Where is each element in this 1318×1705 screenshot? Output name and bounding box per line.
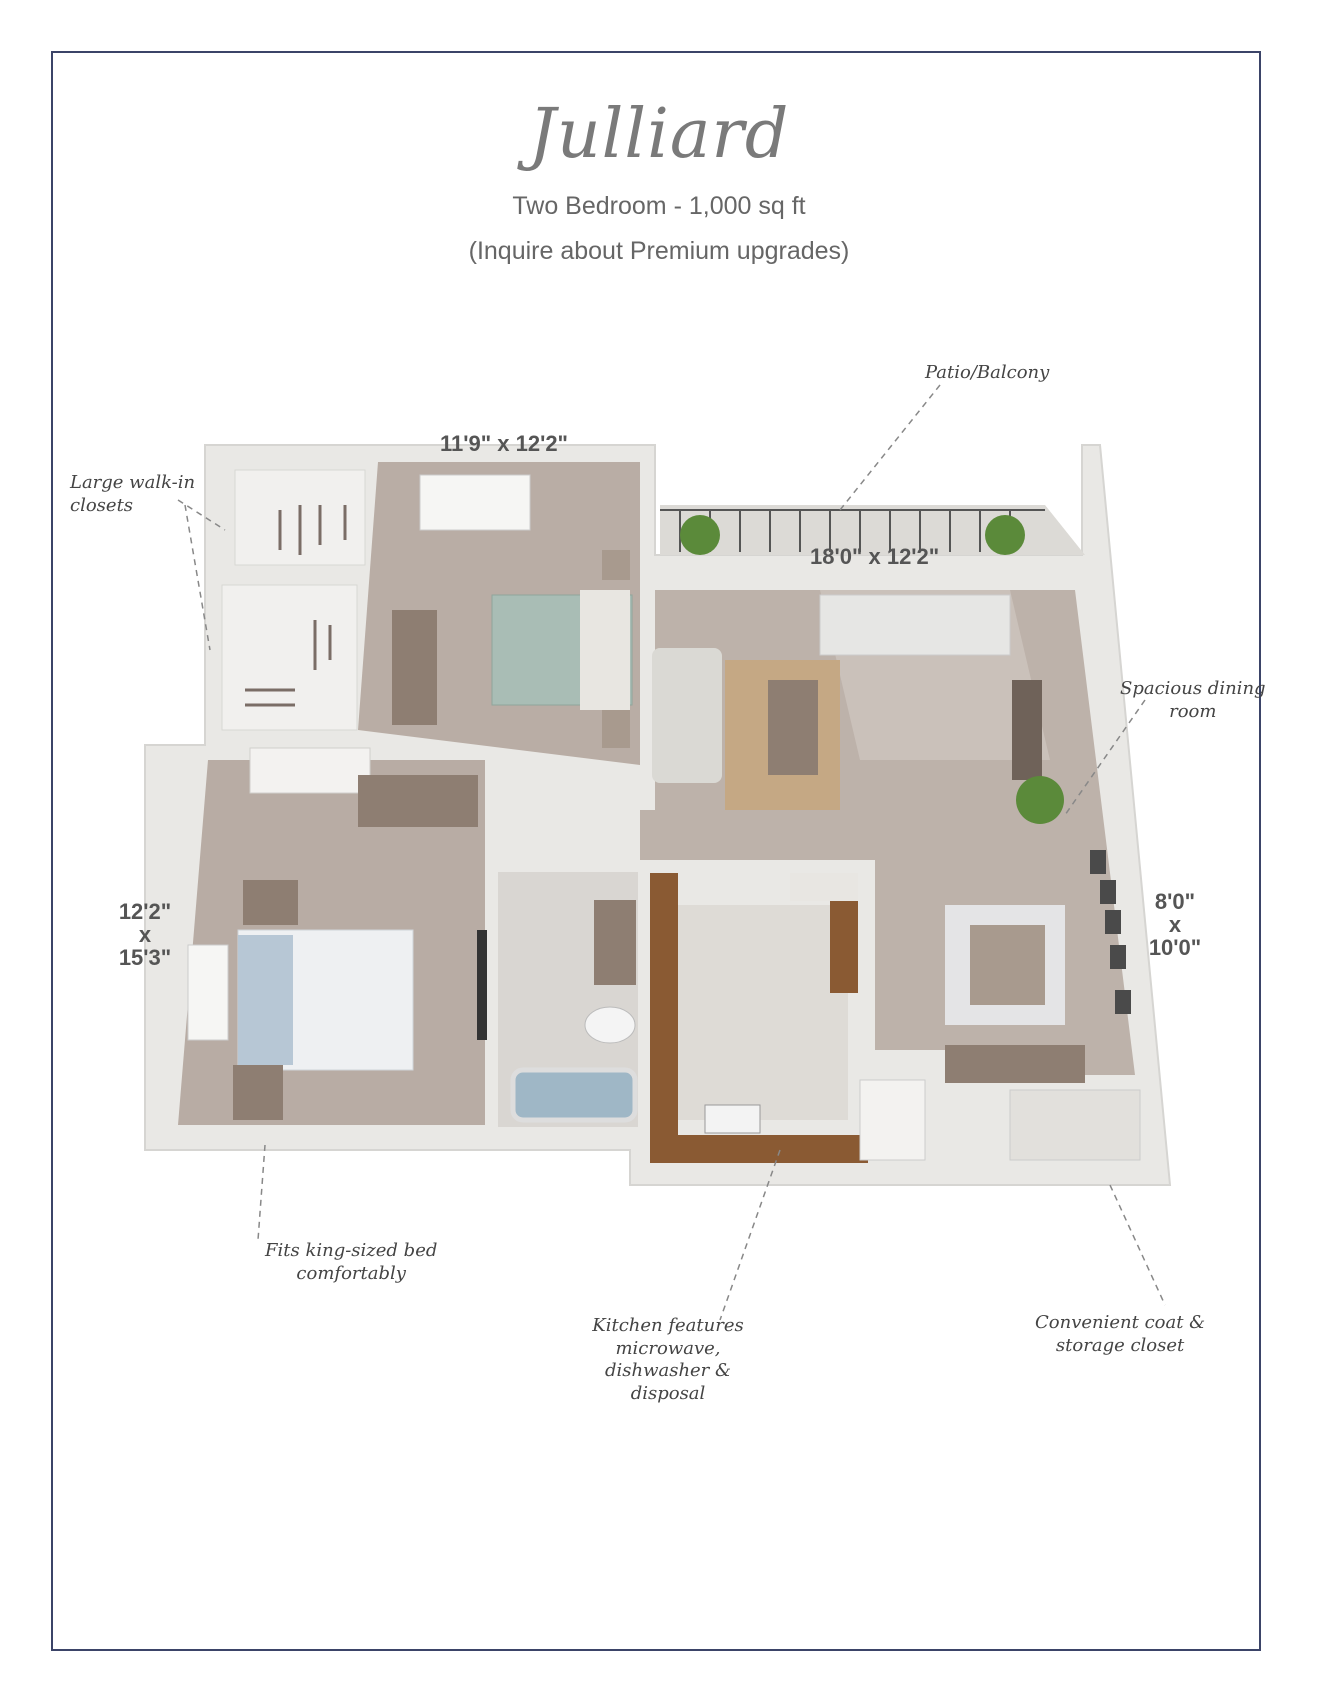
plan-subtitle: Two Bedroom - 1,000 sq ft [512, 192, 806, 220]
dim-dining-width: 8'0" [1154, 889, 1196, 914]
balcony-plant-left [680, 515, 720, 555]
toilet [585, 1007, 635, 1043]
dim-master-height: 15'3" [118, 945, 172, 971]
master-closet-doors [250, 748, 370, 793]
living-plant [1016, 776, 1064, 824]
plan-title: Julliard [528, 95, 790, 174]
plan-note: (Inquire about Premium upgrades) [468, 237, 850, 265]
callout-dining-line-1: Spacious dining [1120, 678, 1266, 699]
kitchen-counter-bottom [650, 1135, 868, 1163]
callout-closets-line-1: Large walk-in [70, 472, 196, 493]
callout-dining [1120, 678, 1266, 723]
refrigerator [860, 1080, 925, 1160]
callout-kitchen-line-1: Kitchen features [592, 1315, 744, 1336]
callout-bed-line-1: Fits king-sized bed [265, 1240, 438, 1261]
dim-master-width: 12'2" [118, 899, 172, 924]
balcony-plant-right [985, 515, 1025, 555]
patio-door [820, 595, 1010, 655]
dim-bedroom-2: 11'9" x 12'2" [440, 431, 568, 456]
bedroom-2-dresser [392, 610, 437, 725]
master-bed-pillows [238, 935, 293, 1065]
stove [705, 1105, 760, 1133]
bedroom-2-pillows [580, 590, 630, 710]
kitchen-counter-top [790, 873, 858, 901]
callout-dining-line-2: room [1169, 700, 1217, 722]
callout-storage-line-1: Convenient coat & [1035, 1312, 1206, 1333]
master-nightstand-2 [233, 1065, 283, 1120]
dim-master [110, 900, 180, 969]
master-nightstand-1 [243, 880, 298, 925]
callout-closets [70, 472, 195, 517]
callout-kitchen-line-2: microwave, [615, 1337, 721, 1359]
master-window [188, 945, 228, 1040]
callout-kitchen-line-3: dishwasher & disposal [604, 1360, 732, 1404]
bedroom-2-window [420, 475, 530, 530]
callout-kitchen [568, 1315, 768, 1405]
coffee-table [768, 680, 818, 775]
callout-patio-text: Patio/Balcony [925, 362, 1050, 383]
dim-master-x: x [138, 922, 152, 948]
callout-storage-line-2: storage closet [1055, 1334, 1185, 1356]
dim-living: 18'0" x 12'2" [810, 544, 940, 569]
master-tv [477, 930, 487, 1040]
dim-dining-height: 10'0" [1148, 935, 1202, 961]
callout-bed [265, 1240, 437, 1285]
dim-dining [1140, 890, 1210, 959]
walk-in-closet-lower [222, 585, 357, 730]
callout-storage [1035, 1312, 1205, 1357]
bathtub [513, 1070, 635, 1120]
callout-patio [925, 362, 1049, 385]
sofa [652, 648, 722, 783]
master-dresser [358, 775, 478, 827]
callout-closets-line-2: closets [70, 494, 134, 516]
callout-bed-line-2: comfortably [296, 1262, 406, 1284]
kitchen-floor [668, 905, 848, 1120]
bathroom-vanity [594, 900, 636, 985]
dining-table [970, 925, 1045, 1005]
kitchen-counter-left [650, 873, 678, 1163]
sideboard [945, 1045, 1085, 1083]
bedroom-2-nightstand-2 [602, 710, 630, 748]
bedroom-2-nightstand-1 [602, 550, 630, 580]
dim-dining-x: x [1168, 912, 1182, 938]
storage-closet [1010, 1090, 1140, 1160]
tv-stand [1012, 680, 1042, 780]
